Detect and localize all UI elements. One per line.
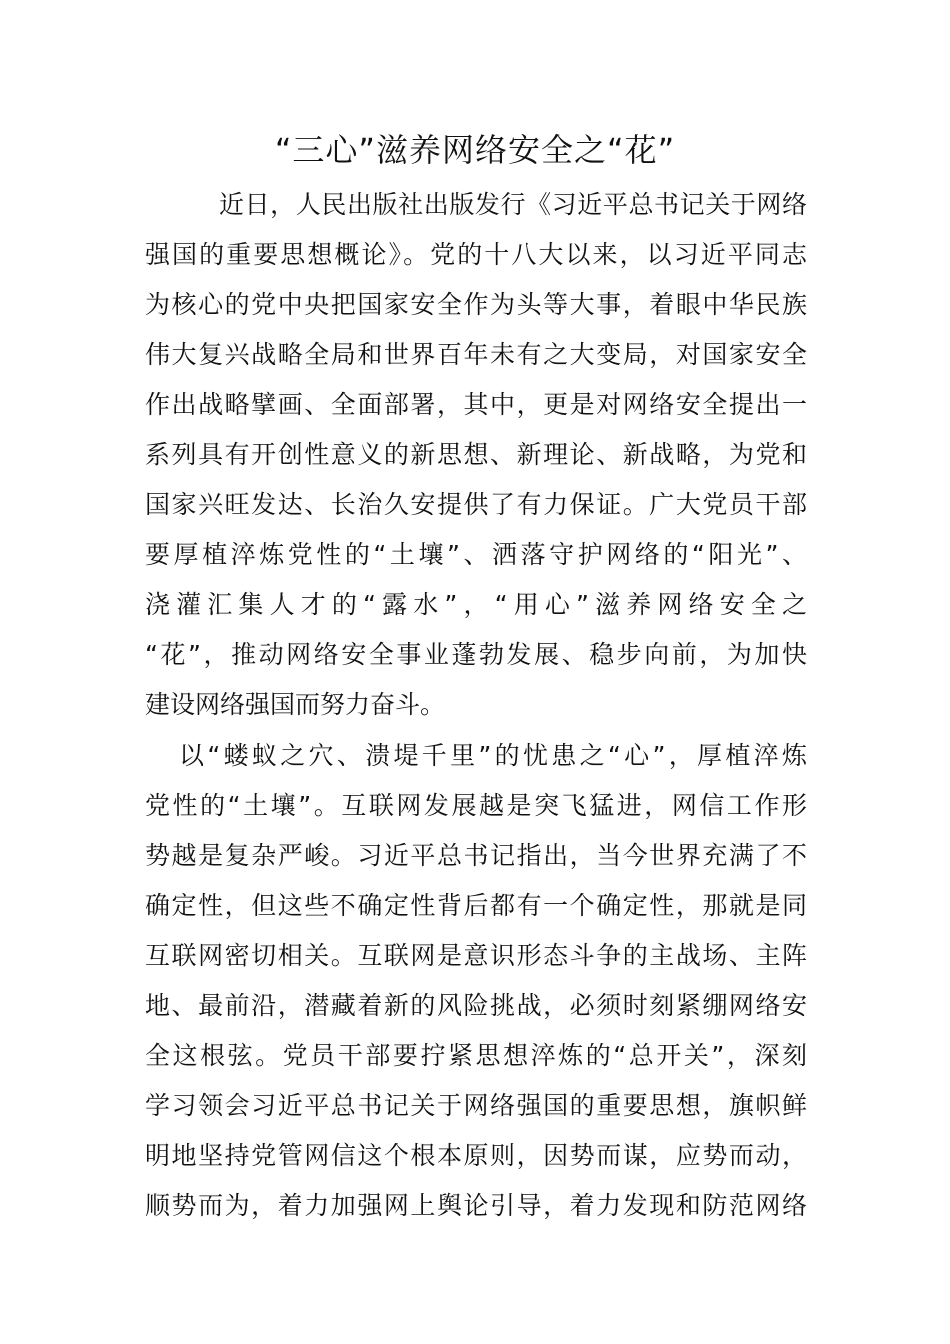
- paragraph-line: 系列具有开创性意义的新思想、新理论、新战略，为党和: [145, 440, 807, 469]
- paragraph-line: 党性的“土壤”。互联网发展越是突飞猛进，网信工作形: [145, 791, 807, 820]
- paragraph-line: 确定性，但这些不确定性背后都有一个确定性，那就是同: [145, 891, 807, 920]
- paragraph-line: 浇灌汇集人才的“露水”，“用心”滋养网络安全之: [145, 590, 807, 619]
- paragraph-line: 互联网密切相关。互联网是意识形态斗争的主战场、主阵: [145, 941, 807, 970]
- paragraph-line: 明地坚持党管网信这个根本原则，因势而谋，应势而动，: [145, 1141, 807, 1170]
- paragraph-line: 顺势而为，着力加强网上舆论引导，着力发现和防范网络: [145, 1191, 807, 1220]
- paragraph-line: 近日，人民出版社出版发行《习近平总书记关于网络: [219, 190, 807, 219]
- paragraph-line: 全这根弦。党员干部要拧紧思想淬炼的“总开关”，深刻: [145, 1041, 807, 1070]
- paragraph-line: 伟大复兴战略全局和世界百年未有之大变局，对国家安全: [145, 340, 807, 369]
- paragraph-line: 为核心的党中央把国家安全作为头等大事，着眼中华民族: [145, 290, 807, 319]
- paragraph-line: 作出战略擘画、全面部署，其中，更是对网络安全提出一: [145, 390, 807, 419]
- paragraph-line: 要厚植淬炼党性的“土壤”、洒落守护网络的“阳光”、: [145, 540, 807, 569]
- document-body: [145, 180, 807, 1231]
- paragraph-2: [145, 731, 807, 1231]
- paragraph-line: “花”，推动网络安全事业蓬勃发展、稳步向前，为加快: [145, 640, 807, 669]
- paragraph-line: 国家兴旺发达、长治久安提供了有力保证。广大党员干部: [145, 490, 807, 519]
- document-title: “三心”滋养网络安全之“花”: [274, 131, 676, 169]
- paragraph-line: 以“蝼蚁之穴、溃堤千里”的忧患之“心”，厚植淬炼: [179, 741, 807, 770]
- paragraph-line: 学习领会习近平总书记关于网络强国的重要思想，旗帜鲜: [145, 1091, 807, 1120]
- paragraph-line: 地、最前沿，潜藏着新的风险挑战，必须时刻紧绷网络安: [145, 991, 807, 1020]
- paragraph-line: 强国的重要思想概论》。党的十八大以来，以习近平同志: [145, 240, 807, 269]
- paragraph-1: [145, 180, 807, 730]
- paragraph-line: 建设网络强国而努力奋斗。: [145, 690, 446, 719]
- paragraph-line: 势越是复杂严峻。习近平总书记指出，当今世界充满了不: [145, 841, 807, 870]
